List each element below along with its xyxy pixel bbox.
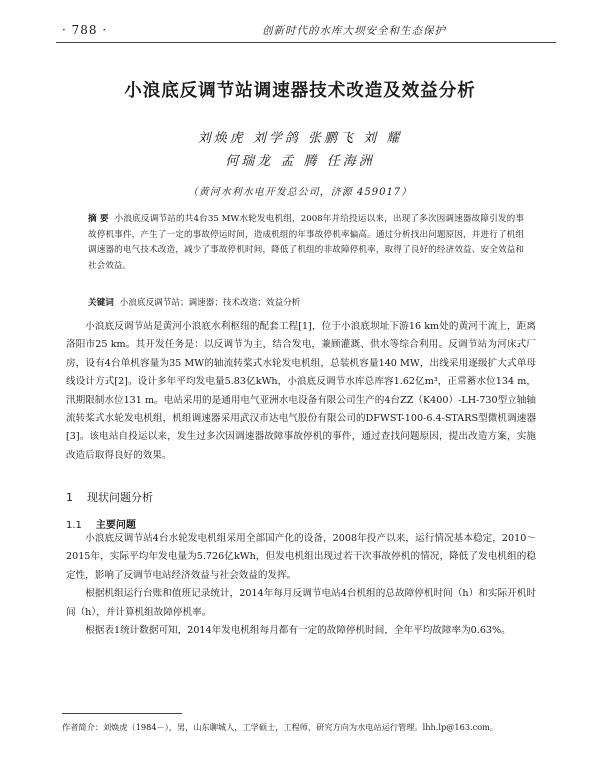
abstract bbox=[88, 212, 524, 274]
keywords-label: 关键词 bbox=[88, 298, 114, 308]
section-1-1-paragraph-2: 根据机组运行台账和值班记录统计，2014年每月反调节电站4台机组的总故障停机时间（h）和实际开机时间（h），并计算机组故障停机率。 bbox=[66, 588, 536, 618]
section-1-1-paragraph-3: 根据表1统计数据可知，2014年发电机组每月都有一定的故障停机时间，全年平均故障率为0.63%。 bbox=[85, 625, 511, 637]
intro-paragraph: 小浪底反调节站是黄河小浪底水利枢纽的配套工程[1]，位于小浪底坝址下游16 km处的黄河干流上，距离洛阳市25 km。其开发任务是：以反调节为主，结合发电，兼顾灌溉、供水等综合利用。反调节站为河床式厂房，设有4台单机容量为35 MW的轴流转桨式水轮发电机组，总装机容量140 MW，出线采用逐级扩大式单母线设计方式[2]。设计多年平均发电量5.83亿kWh，小浪底反调节水库总库容1.62亿m³，正常蓄水位134 m，汛期限制水位131 m。电站采用的是通用电气亚洲水电设备有限公司生产的4台ZZ（K400）-LH-730型立轴轴流转桨式水轮发电机组，机组调速器采用武汉市达电气股份有限公司的DFWST-100-6.4-STARS型微机调速器[3]。该电站自投运以来，发生过多次因调速器故障事故停机的事件，通过查找问题原因，提出改造方案，实施改造后取得良好的效果。 bbox=[66, 321, 536, 461]
page-number: · 788 · bbox=[62, 23, 108, 37]
keywords bbox=[88, 296, 524, 310]
section-1-1-number: 1.1 bbox=[66, 520, 82, 531]
section-1-title: 现状问题分析 bbox=[87, 491, 153, 504]
authors-line-1: 刘焕虎 刘学鸽 张鹏飞 刘 耀 bbox=[197, 131, 403, 146]
authors-line-2: 何瑞龙 孟 腾 任海洲 bbox=[225, 154, 375, 169]
section-1-1-heading bbox=[66, 516, 136, 531]
running-head bbox=[62, 20, 552, 40]
journal-title: 创新时代的水库大坝安全和生态保护 bbox=[262, 24, 446, 37]
intro-section bbox=[66, 318, 536, 465]
abstract-text: 小浪底反调节站的共4台35 MW水轮发电机组，2008年并给投运以来，出现了多次因调速器故障引发的事故停机事件，产生了一定的事故停运时间，造成机组的年事故停机率偏高。通过分析找出问题原因，并进行了机组调速器的电气技术改造，减少了事故停机时间，降低了机组的非故障停机率，取得了良好的经济效益、安全效益和社会效益。 bbox=[88, 214, 524, 271]
section-1-1-paragraph-1: 小浪底反调节站4台水轮发电机组采用全部国产化的设备，2008年投产以来，运行情况基本稳定，2010～2015年，实际平均年发电量为5.726亿kWh，但发电机组出现过若干次事故停机的情况，降低了发电机组的稳定性，影响了反调节电站经济效益与社会效益的发挥。 bbox=[66, 533, 536, 581]
section-1-1-body bbox=[66, 530, 536, 640]
affiliation: （黄河水利水电开发总公司，济源 459017） bbox=[187, 187, 413, 198]
abstract-label: 摘 要 bbox=[88, 214, 109, 224]
section-1-1-title: 主要问题 bbox=[95, 520, 136, 531]
header-rule bbox=[56, 42, 556, 43]
author-footnote: 作者简介：刘焕虎（1984－），男，山东聊城人，工学硕士，工程师，研究方向为水电站运行管理。lhh.lp@163.com。 bbox=[62, 722, 499, 732]
section-1-number: 1 bbox=[66, 491, 73, 504]
section-1-heading bbox=[66, 489, 153, 505]
footnote-rule bbox=[62, 713, 182, 714]
keywords-text: 小浪底反调节站；调速器；技术改造；效益分析 bbox=[119, 298, 301, 308]
paper-title: 小浪底反调节站调速器技术改造及效益分析 bbox=[124, 81, 476, 101]
